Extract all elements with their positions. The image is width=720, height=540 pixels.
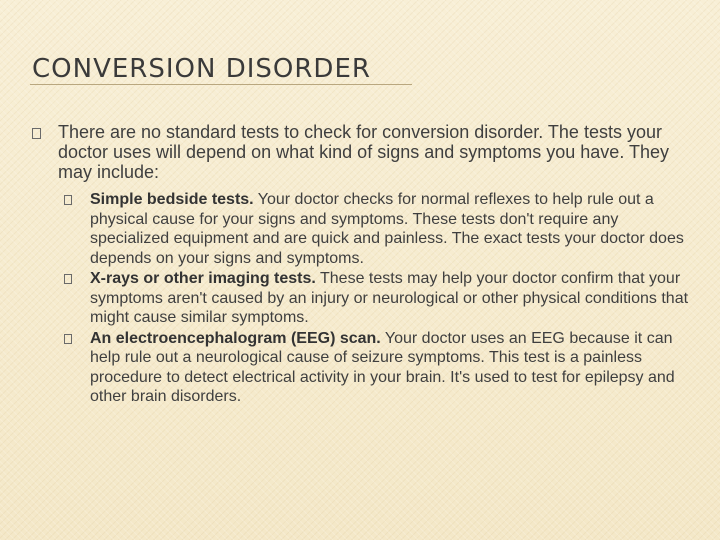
sub-bullet-item [60,190,698,268]
square-bullet-icon [64,334,72,344]
item-text: These tests may help your doctor confirm that your symptoms aren't caused by an injury or neurological or other physical conditions that might cause similar symptoms. [90,270,689,326]
item-term: Simple bedside tests. [90,191,254,208]
bullet-item-intro [28,122,698,182]
sub-bullet-item [60,269,698,328]
intro-text: There are no standard tests to check for conversion disorder. The tests your doctor uses will depend on what kind of signs and symptoms you have. They may include: [58,122,670,182]
square-bullet-icon [64,274,72,284]
square-bullet-icon [64,195,72,205]
title-underline [30,84,412,85]
square-bullet-icon [32,128,41,139]
item-text: Your doctor uses an EEG because it can help rule out a neurological cause of seizure symptoms. This test is a painless procedure to detect electrical activity in your brain. It's used to test for epilepsy and other brain disorders. [90,329,675,405]
slide-content [28,122,698,408]
sub-bullet-list [28,190,698,407]
item-term: X-rays or other imaging tests. [90,270,316,287]
item-text: Your doctor checks for normal reflexes to help rule out a physical cause for your signs and symptoms. These tests don't require any specialized equipment and are quick and painless. The exact tests your doctor does depends on your signs and symptoms. [90,191,684,267]
item-term: An electroencephalogram (EEG) scan. [90,329,381,347]
sub-bullet-item [60,329,698,407]
slide-title: CONVERSION DISORDER [32,54,371,84]
